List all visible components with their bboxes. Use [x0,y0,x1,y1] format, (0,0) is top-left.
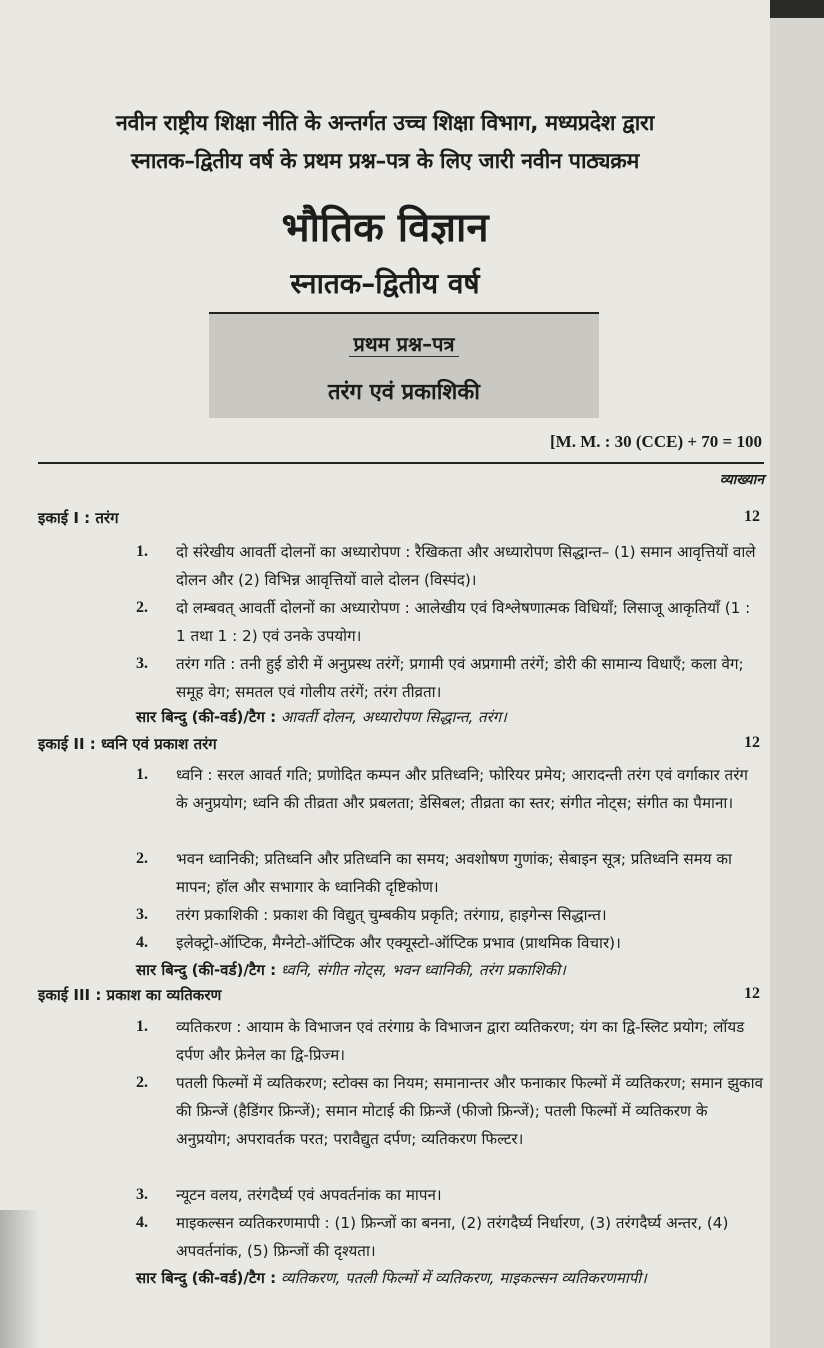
keywords-text: आवर्ती दोलन, अध्यारोपण सिद्धान्त, तरंग। [280,708,507,726]
item-number: 2. [136,599,148,616]
item-number: 2. [136,1074,148,1091]
unit-heading [38,508,764,528]
list-item [136,1181,764,1209]
list-item [136,901,764,929]
item-number: 1. [136,543,148,560]
list-item [136,761,764,845]
unit-heading [38,985,764,1005]
keywords-text: व्यतिकरण, पतली फिल्मों में व्यतिकरण, माइकल्सन व्यतिकरणमापी। [280,1269,647,1287]
item-text: माइकल्सन व्यतिकरणमापी : (1) फ्रिन्जों का बनना, (2) तरंगदैर्घ्य निर्धारण, (3) तरंगदैर्घ्य अन्तर, (4) अपवर्तनांक, (5) फ्रिन्जों की दृश्यता। [176,1214,729,1260]
list-item [136,1069,764,1181]
item-number: 3. [136,1186,148,1203]
item-text: न्यूटन वलय, तरंगदैर्घ्य एवं अपवर्तनांक का मापन। [176,1186,442,1204]
finger-shadow [0,1210,40,1348]
page-edge [770,0,824,1348]
item-text: भवन ध्वानिकी; प्रतिध्वनि और प्रतिध्वनि का समय; अवशोषण गुणांक; सेबाइन सूत्र; प्रतिध्वनि समय का मापन; हॉल और सभागार के ध्वानिकी दृष्टिकोण। [176,850,732,896]
unit-title: इकाई I : तरंग [38,509,119,527]
item-text: इलेक्ट्रो-ऑप्टिक, मैग्नेटो-ऑप्टिक और एक्यूस्टो-ऑप्टिक प्रभाव (प्राथमिक विचार)। [176,934,621,952]
list-item [136,845,764,901]
unit-title: इकाई II : ध्वनि एवं प्रकाश तरंग [38,735,217,753]
item-text: पतली फिल्मों में व्यतिकरण; स्टोक्स का नियम; समानान्तर और फनाकार फिल्मों में व्यतिकरण; समान झुकाव की फ्रिन्जें (हैडिंगर फ्रिन्जें); समान मोटाई की फ्रिन्जें (फीजो फ्रिन्जें); पतली फिल्मों में व्यतिकरण के अनुप्रयोग; अपरावर्तक परत; परावैद्युत दर्पण; व्यतिकरण फिल्टर। [176,1074,763,1148]
keywords [136,1268,764,1288]
list-item [136,594,764,650]
keywords-text: ध्वनि, संगीत नोट्स, भवन ध्वानिकी, तरंग प्रकाशिकी। [280,961,566,979]
background-corner [770,0,824,18]
list-item [136,538,764,594]
lectures-heading: व्याख्यान [719,472,764,488]
list-item [136,929,764,957]
page-title: भौतिक विज्ञान [281,205,489,251]
item-number: 2. [136,850,148,867]
item-number: 4. [136,934,148,951]
header-line-1: नवीन राष्ट्रीय शिक्षा नीति के अन्तर्गत उच्च शिक्षा विभाग, मध्यप्रदेश द्वारा [115,111,655,136]
list-item [136,1013,764,1069]
keywords [136,707,764,727]
item-number: 3. [136,655,148,672]
item-number: 1. [136,1018,148,1035]
list-item [136,650,764,706]
paper-box [209,312,599,418]
item-text: व्यतिकरण : आयाम के विभाजन एवं तरंगाग्र के विभाजन द्वारा व्यतिकरण; यंग का द्वि-स्लिट प्रयोग; लॉयड दर्पण और फ्रेनेल का द्वि-प्रिज्म। [176,1018,745,1064]
unit-heading [38,734,764,754]
item-number: 4. [136,1214,148,1231]
list-item [136,1209,764,1265]
max-marks: [M. M. : 30 (CCE) + 70 = 100 [549,432,762,451]
keywords [136,960,764,980]
header-line-2: स्नातक–द्वितीय वर्ष के प्रथम प्रश्न–पत्र के लिए जारी नवीन पाठ्यक्रम [130,149,640,174]
item-text: तरंग गति : तनी हुई डोरी में अनुप्रस्थ तरंगें; प्रगामी एवं अप्रगामी तरंगें; डोरी की सामान्य विधाएँ; कला वेग; समूह वेग; समतल एवं गोलीय तरंगें; तरंग तीव्रता। [176,655,744,701]
item-text: दो लम्बवत् आवर्ती दोलनों का अध्यारोपण : आलेखीय एवं विश्लेषणात्मक विधियाँ; लिसाजू आकृतियाँ (1 : 1 तथा 1 : 2) एवं उनके उपयोग। [176,599,751,645]
page-subtitle: स्नातक–द्वितीय वर्ष [290,267,480,300]
keywords-label: सार बिन्दु (की-वर्ड)/टैग : [136,961,277,979]
keywords-label: सार बिन्दु (की-वर्ड)/टैग : [136,708,277,726]
unit-lectures: 12 [744,734,760,751]
item-text: तरंग प्रकाशिकी : प्रकाश की विद्युत् चुम्बकीय प्रकृति; तरंगाग्र, हाइगेन्स सिद्धान्त। [176,906,607,924]
unit-title: इकाई III : प्रकाश का व्यतिकरण [38,986,222,1004]
divider [38,462,764,464]
unit-lectures: 12 [744,985,760,1002]
unit-lectures: 12 [744,508,760,525]
item-text: ध्वनि : सरल आवर्त गति; प्रणोदित कम्पन और प्रतिध्वनि; फोरियर प्रमेय; आरादन्ती तरंग एवं वर्गाकार तरंग के अनुप्रयोग; ध्वनि की तीव्रता और प्रबलता; डेसिबल; तीव्रता का स्तर; संगीत नोट्स; संगीत का पैमाना। [176,766,748,812]
item-number: 1. [136,766,148,783]
keywords-label: सार बिन्दु (की-वर्ड)/टैग : [136,1269,277,1287]
item-number: 3. [136,906,148,923]
paper-label: प्रथम प्रश्न–पत्र [349,332,458,357]
paper-name: तरंग एवं प्रकाशिकी [327,380,480,405]
item-text: दो संरेखीय आवर्ती दोलनों का अध्यारोपण : रैखिकता और अध्यारोपण सिद्धान्त– (1) समान आवृत्तियों वाले दोलन और (2) विभिन्न आवृत्तियों वाले दोलन (विस्पंद)। [176,543,756,589]
